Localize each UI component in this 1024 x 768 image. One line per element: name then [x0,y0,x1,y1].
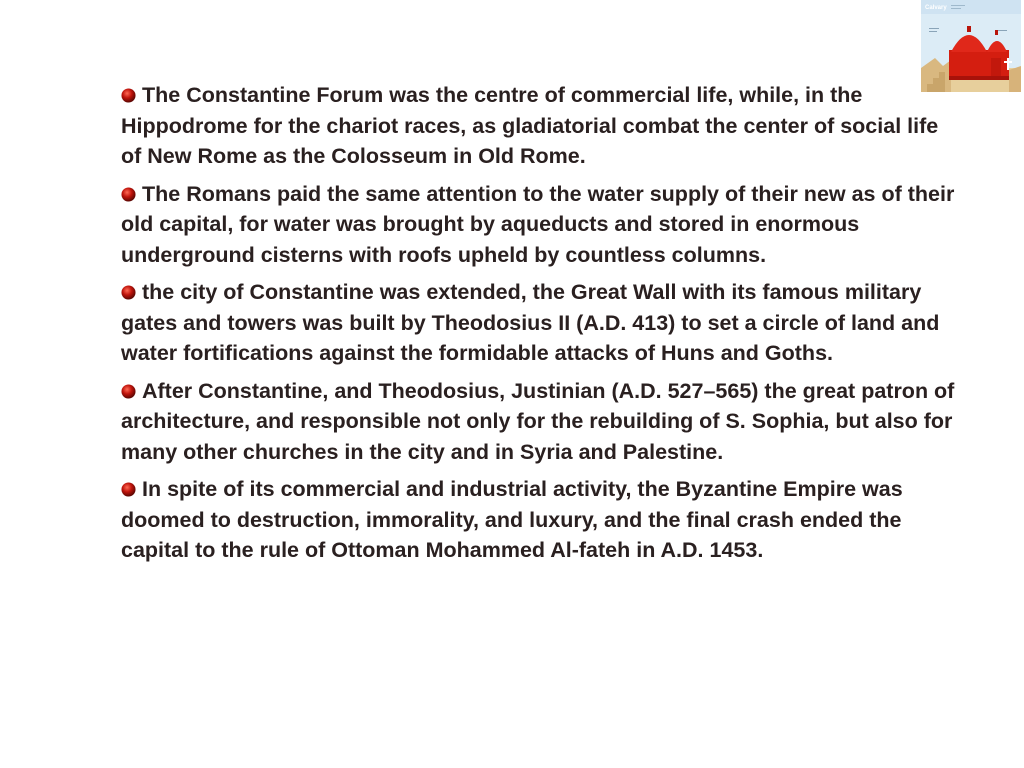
paragraph-decline [121,474,961,566]
paragraph-forum [121,80,961,172]
red-sphere-bullet-icon [121,88,136,103]
corner-image-caption: Calvary [925,5,947,11]
red-sphere-bullet-icon [121,482,136,497]
red-sphere-bullet-icon [121,285,136,300]
paragraph-text: the city of Constantine was extended, the Great Wall with its famous military gates and towers was built by Theodosius II (A.D. 413) to set a circle of land and water fortifications against the formidable attacks of Huns and Goths. [121,280,940,365]
paragraph-text: The Constantine Forum was the centre of commercial life, while, in the Hippodrome for the chariot races, as gladiatorial combat the center of social life of New Rome as the Colosseum in Old Rome. [121,83,939,168]
red-sphere-bullet-icon [121,384,136,399]
church-diagram-icon [921,0,1021,92]
paragraph-justinian [121,376,961,468]
paragraph-great-wall [121,277,961,369]
paragraph-text: In spite of its commercial and industrial activity, the Byzantine Empire was doomed to destruction, immorality, and luxury, and the final crash ended the capital to the rule of Ottoman Mohammed Al-fateh in A.D. 1453. [121,477,903,562]
paragraph-text: The Romans paid the same attention to the water supply of their new as of their old capital, for water was brought by aqueducts and stored in enormous underground cisterns with roofs upheld by countless columns. [121,181,955,267]
paragraph-water-supply [121,179,961,271]
paragraph-text: After Constantine, and Theodosius, Justinian (A.D. 527–565) the great patron of architecture, and responsible not only for the rebuilding of S. Sophia, but also for many other churches in the city and in Syria and Palestine. [121,378,955,464]
red-sphere-bullet-icon [121,187,136,202]
slide-content [121,80,961,573]
